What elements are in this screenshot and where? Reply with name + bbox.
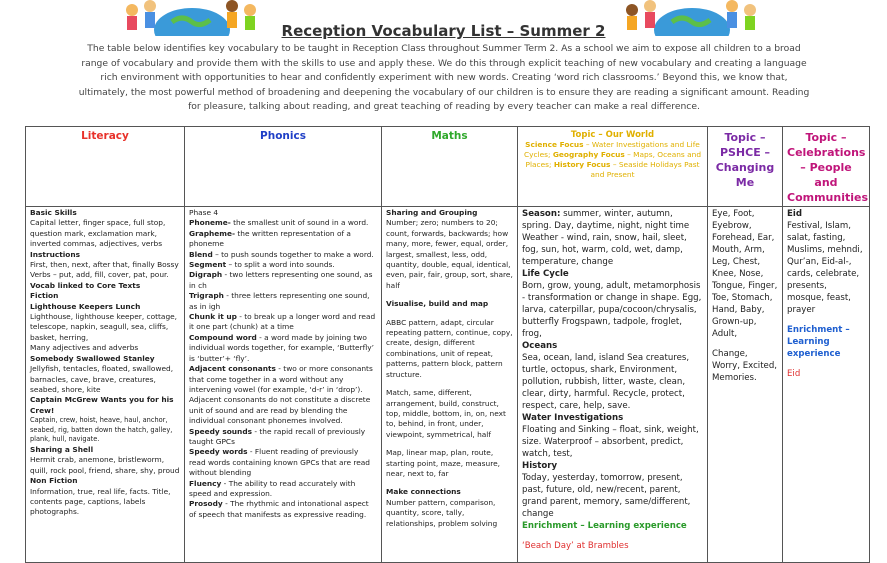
literacy-text: First, then, next, after that, finally Bossy Verbs – put, add, fill, cover, pat, pour. (30, 260, 179, 280)
maths-text: Number; zero; numbers to 20; count, forwards, backwards; how many, more, fewer, equal, order, largest, smallest, less, odd, quantity, double, equal, identical, even, pair, fair, group, sort, share, half (386, 218, 513, 290)
celebrations-eid: Eid (787, 369, 801, 379)
literacy-text: Hermit crab, anemone, bristleworm, quill, rock pool, friend, share, shy, proud (30, 455, 180, 475)
literacy-heading: Instructions (30, 249, 81, 259)
maths-text: ABBC pattern, adapt, circular repeating pattern, continue, copy, create, design, different combinations, unit of repeat, patterns, pattern block, pattern structure. (386, 317, 513, 379)
phonics-term: Phoneme- the smallest unit of sound in a word. (189, 218, 369, 228)
phonics-term: Chunk it up - to break up a longer word and read it one part (chunk) at a time (189, 312, 376, 332)
literacy-text: Captain, crew, hoist, heave, haul, anchor, seabed, rig, batten down the hatch, galley, plank, hull, navigate. (30, 416, 173, 444)
literacy-text: Information, true, real life, facts. Title, contents page, captions, labels photographs. (30, 486, 171, 517)
phonics-term: Digraph - two letters representing one sound, as in ch (189, 270, 373, 290)
phonics-term: Compound word - a word made by joining two individual words together, for example, ‘Butterfly’ is ‘butter’+ ‘fly’. (189, 332, 374, 363)
maths-text: Match, same, different, arrangement, build, construct, top, middle, bottom, in, on, next to, behind, in front, under, viewpoint, symmetrical, half (386, 388, 506, 439)
topic-heading: Life Cycle (522, 269, 569, 279)
topic-title: Topic – Our World (570, 130, 655, 140)
literacy-heading: Sharing a Shell (30, 444, 94, 454)
header-topic (518, 127, 708, 207)
phonics-term: Fluency - The ability to read accurately with speed and expression. (189, 478, 356, 498)
topic-text: Sea, ocean, land, island Sea creatures, turtle, octopus, shark, Environment, pollution, rubbish, litter, waste, clean, clear, dirty, harmful. Recycle, protect, respect, care, help, save. (522, 353, 690, 411)
topic-heading: Oceans (522, 341, 558, 351)
content-row (26, 207, 870, 563)
celebrations-enrichment: Enrichment – Learning experience (787, 325, 850, 359)
vocabulary-table (25, 126, 870, 563)
maths-text: Map, linear map, plan, route, starting point, maze, measure, near, next to, far (386, 448, 500, 478)
phonics-term: Grapheme- the written representation of a phoneme (189, 228, 351, 249)
phonics-term: Adjacent consonants - two or more consonants that come together in a word without any intervening vowel (for example, ‘d-r’ in ‘drop’). Adjacent consonants do not constitute a discrete unit of sound and are read by blending the individual consonant phonemes involved. (189, 364, 373, 426)
phonics-heading: Phase 4 (189, 208, 219, 217)
phonics-term: Prosody - The rhythmic and intonational aspect of speech that manifests as expressive reading. (189, 499, 369, 519)
celebrations-cell (783, 207, 870, 563)
maths-heading: Make connections (386, 487, 461, 497)
maths-heading: Sharing and Grouping (386, 208, 478, 217)
topic-heading: History (522, 461, 558, 471)
page-title: Reception Vocabulary List – Summer 2 (281, 22, 606, 40)
literacy-heading: Somebody Swallowed Stanley (30, 353, 155, 363)
topic-season: Season: summer, winter, autumn, spring. Day, daytime, night, night time Weather - wind, rain, snow, hail, sleet, fog, sun, hot, warm, cold, wet, damp, temperature, change (522, 209, 690, 267)
literacy-cell (26, 207, 185, 563)
phonics-term: Speedy sounds - the rapid recall of previously taught GPCs (189, 426, 366, 446)
literacy-text: Many adjectives and adverbs (30, 343, 139, 353)
literacy-heading: Non Fiction (30, 476, 78, 486)
topic-enrichment: Enrichment – Learning experience (522, 521, 687, 531)
topic-text: Floating and Sinking – float, sink, weight, size. Waterproof – absorbent, predict, watch, test, (522, 425, 699, 459)
phonics-cell (185, 207, 382, 563)
header-row (26, 127, 870, 207)
topic-text: Born, grow, young, adult, metamorphosis - transformation or change in shape. Egg, larva, caterpillar, pupa/cocoon/chrysalis, butterfly Frogspawn, tadpole, froglet, frog, (522, 281, 702, 339)
header-maths: Maths (382, 127, 518, 207)
topic-focus: Science Focus – Water Investigations and Life Cycles; Geography Focus – Maps, Oceans and Places; History Focus – Seaside Holidays Past and Present (523, 140, 702, 179)
literacy-heading: Fiction (30, 291, 59, 301)
pshce-text: Change, Worry, Excited, Memories. (712, 349, 778, 383)
topic-heading: Water Investigations (522, 413, 624, 423)
header-literacy: Literacy (26, 127, 185, 207)
phonics-list (189, 218, 377, 520)
topic-beach-day: ‘Beach Day’ at Brambles (522, 541, 629, 551)
topic-text: Today, yesterday, tomorrow, present, past, future, old, new/recent, parent, grand parent, memory, same/different, change (522, 473, 691, 519)
literacy-text: Lighthouse, lighthouse keeper, cottage, telescope, napkin, seagull, sea, cliffs, basket, herring, (30, 312, 178, 342)
literacy-heading: Lighthouse Keepers Lunch (30, 301, 141, 311)
topic-cell (518, 207, 708, 563)
maths-text: Number pattern, comparison, quantity, score, tally, relationships, problem solving (386, 497, 498, 528)
pshce-text: Eye, Foot, Eyebrow, Forehead, Ear, Mouth, Arm, Leg, Chest, Knee, Nose, Tongue, Finger, Toe, Stomach, Hand, Baby, Grown-up, Adult, (712, 209, 778, 339)
maths-heading: Visualise, build and map (386, 299, 489, 309)
header-phonics: Phonics (185, 127, 382, 207)
header-pshce: Topic – PSHCE – Changing Me (708, 127, 783, 207)
phonics-term: Blend – to push sounds together to make a word. (189, 249, 374, 259)
literacy-text: Capital letter, finger space, full stop, question mark, exclamation mark, inverted commas, adjectives, verbs (30, 218, 166, 249)
literacy-heading: Vocab linked to Core Texts (30, 280, 141, 290)
phonics-term: Segment – to split a word into sounds. (189, 260, 335, 270)
phonics-term: Speedy words - Fluent reading of previously read words containing known GPCs that are read without blending (189, 447, 370, 478)
literacy-text: Jellyfish, tentacles, floated, swallowed, barnacles, cave, brave, creatures, seabed, shore, kite (30, 364, 174, 394)
literacy-heading: Basic Skills (30, 208, 77, 217)
intro-paragraph: The table below identifies key vocabulary to be taught in Reception Class throughout Summer Term 2. As a school we aim to expose all children to a broad range of vocabulary and provide them with the skills to use and apply these. We do this through explicit teaching of new vocabulary and creating a language rich environment with opportunities to hear and confidently experiment with new words. Creating ‘word rich classrooms.’ Beyond this, we know that, ultimately, the most powerful method of broadening and deepening the vocabulary of our children is to ensure they are reading a significant amount. Reading for pleasure, talking about reading, and great teaching of reading by every teacher can make a real difference. (78, 43, 810, 113)
celebrations-heading: Eid (787, 209, 802, 219)
pshce-cell (708, 207, 783, 563)
literacy-heading: Captain McGrew Wants you for his Crew! (30, 395, 174, 415)
maths-cell (382, 207, 518, 563)
phonics-term: Trigraph - three letters representing one sound, as in igh (189, 291, 370, 311)
header-celebrations: Topic – Celebrations – People and Communities (783, 127, 870, 207)
celebrations-text: Festival, Islam, salat, fasting, Muslims, mehndi, Qur’an, Eid-al-, cards, celebrate, presents, mosque, feast, prayer (787, 221, 863, 315)
